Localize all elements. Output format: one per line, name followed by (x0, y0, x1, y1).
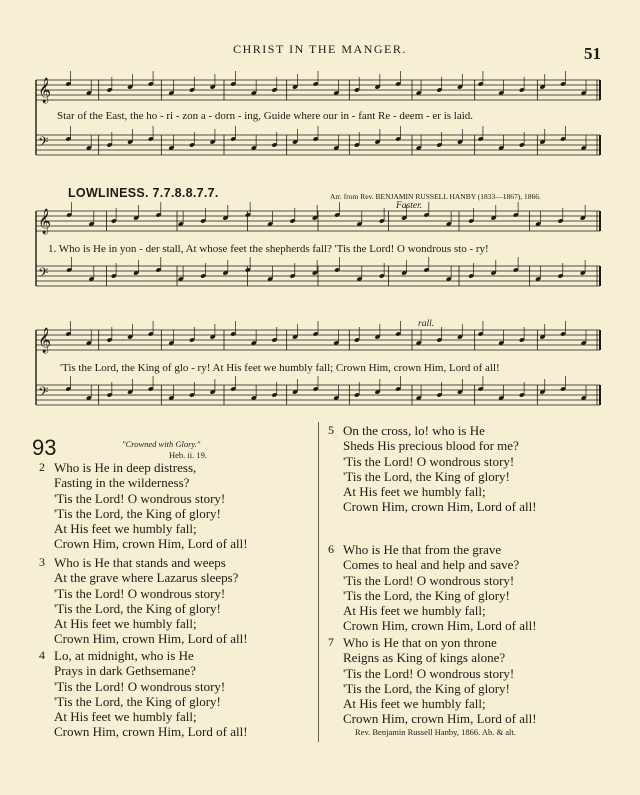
stanza-4 (39, 648, 248, 740)
stanza-line: Who is He that stands and weeps (54, 555, 226, 570)
stanza-6 (328, 542, 537, 634)
stanza-line: At His feet we humbly fall; (343, 603, 486, 619)
stanza-number: 7 (328, 635, 334, 649)
stanza-7 (328, 635, 537, 727)
stanza-number: 5 (328, 423, 334, 437)
stanza-line: Fasting in the wilderness? (54, 475, 190, 491)
hymn-epigraph: "Crowned with Glory." (122, 439, 201, 449)
system3-bass-clef: 𝄢 (38, 384, 49, 403)
stanza-line: 'Tis the Lord! O wondrous story! (54, 490, 226, 506)
stanza-number: 2 (39, 460, 45, 474)
stanza-line: 'Tis the Lord, the King of glory! (54, 600, 221, 616)
stanza-line: 'Tis the Lord, the King of glory! (343, 587, 510, 603)
system1-treble-clef: 𝄞 (38, 78, 52, 103)
stanza-line: At His feet we humbly fall; (54, 709, 197, 725)
stanza-line: At His feet we humbly fall; (54, 521, 197, 537)
stanza-line: At the grave where Lazarus sleeps? (54, 570, 239, 586)
tempo-rall: rall. (418, 319, 435, 329)
stanza-line: Crown Him, crown Him, Lord of all! (54, 536, 248, 552)
tune-credit: Arr. from Rev. BENJAMIN RUSSELL HANBY (1833—1867), 1866. (330, 192, 541, 201)
stanza-3 (39, 555, 248, 647)
stanza-number: 3 (39, 555, 45, 569)
page-number: 51 (584, 44, 601, 63)
stanza-line: Reigns as King of kings alone? (343, 650, 506, 666)
tune-lyric-line2: 'Tis the Lord, the King of glo - ry! At His feet we humbly fall; Crown Him, crown Him, Lord of all! (60, 362, 500, 374)
stanza-line: 'Tis the Lord! O wondrous story! (343, 665, 515, 681)
stanza-line: Crown Him, crown Him, Lord of all! (54, 724, 248, 740)
system1-bass-clef: 𝄢 (38, 134, 49, 153)
stanza-line: At His feet we humbly fall; (343, 696, 486, 712)
stanza-line: 'Tis the Lord, the King of glory! (54, 693, 221, 709)
stanza-line: 'Tis the Lord, the King of glory! (54, 505, 221, 521)
hymn-attribution: Rev. Benjamin Russell Hanby, 1866. Ab. & alt. (355, 727, 516, 737)
system2-treble-clef: 𝄞 (38, 209, 52, 234)
stanza-line: Crown Him, crown Him, Lord of all! (343, 711, 537, 727)
stanza-line: 'Tis the Lord! O wondrous story! (54, 678, 226, 694)
stanza-2 (39, 460, 248, 552)
tune-lyric-line1: 1. Who is He in yon - der stall, At whose feet the shepherds fall? 'Tis the Lord! O wondrous sto - ry! (48, 243, 489, 255)
stanza-line: 'Tis the Lord, the King of glory! (343, 468, 510, 484)
tempo-faster: Faster. (396, 201, 423, 211)
stanza-line: Sheds His precious blood for me? (343, 438, 519, 454)
stanza-line: 'Tis the Lord! O wondrous story! (343, 572, 515, 588)
stanza-line: At His feet we humbly fall; (54, 616, 197, 632)
page-header-title: CHRIST IN THE MANGER. (233, 42, 407, 56)
stanza-line: On the cross, lo! who is He (343, 423, 485, 438)
stanza-line: Who is He that on yon throne (343, 635, 497, 650)
column-divider (318, 422, 319, 742)
stanza-line: Prays in dark Gethsemane? (54, 663, 196, 679)
stanza-line: Crown Him, crown Him, Lord of all! (343, 618, 537, 634)
hymn-scripture: Heb. ii. 19. (169, 450, 208, 460)
tune-name: LOWLINESS. 7.7.8.8.7.7. (68, 186, 219, 200)
stanza-line: Lo, at midnight, who is He (54, 648, 194, 663)
stanza-line: Who is He in deep distress, (54, 460, 197, 475)
system3-treble-clef: 𝄞 (38, 328, 52, 353)
stanza-5 (328, 423, 537, 515)
stanza-line: Who is He that from the grave (343, 542, 502, 557)
hymn-number: 93 (32, 435, 57, 460)
stanza-number: 6 (328, 542, 334, 556)
stanza-number: 4 (39, 648, 45, 662)
stanza-line: 'Tis the Lord! O wondrous story! (343, 453, 515, 469)
stanza-line: At His feet we humbly fall; (343, 484, 486, 500)
stanza-line: Crown Him, crown Him, Lord of all! (54, 631, 248, 647)
stanza-line: 'Tis the Lord, the King of glory! (343, 680, 510, 696)
stanza-line: 'Tis the Lord! O wondrous story! (54, 585, 226, 601)
system1-lyric: Star of the East, the ho - ri - zon a - dorn - ing, Guide where our in - fant Re - deem - er is laid. (57, 110, 474, 122)
stanza-line: Crown Him, crown Him, Lord of all! (343, 499, 537, 515)
stanza-line: Comes to heal and help and save? (343, 557, 520, 573)
system2-bass-clef: 𝄢 (38, 265, 49, 284)
